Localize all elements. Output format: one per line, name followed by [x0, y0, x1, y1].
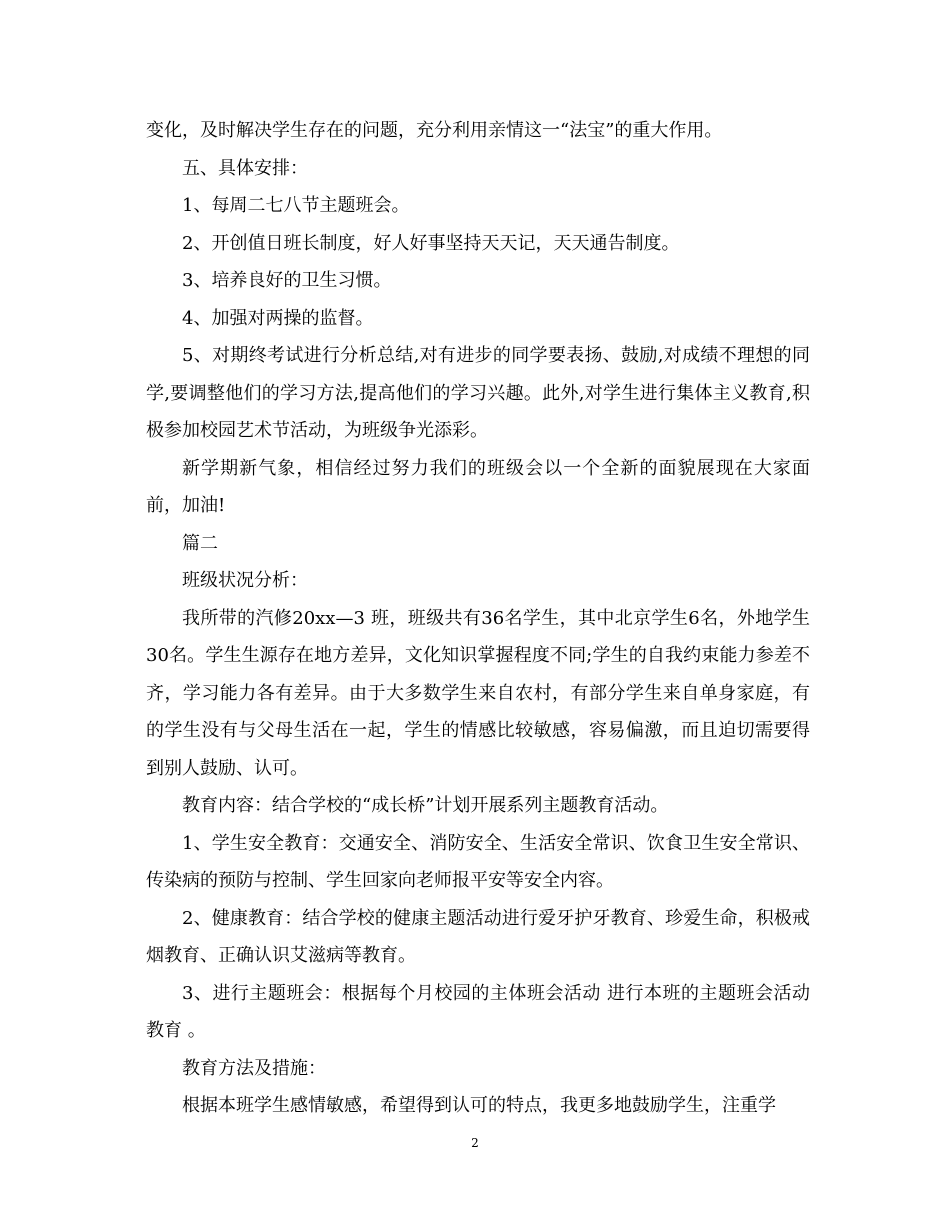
section-heading: 篇二: [182, 532, 218, 554]
page-number: 2: [471, 1136, 479, 1150]
list-item: 1、每周二七八节主题班会。: [182, 195, 410, 216]
section-heading: 班级状况分析：: [182, 570, 308, 591]
list-item: 4、加强对两操的监督。: [182, 307, 374, 329]
list-item: 2、健康教育：结合学校的健康主题活动进行爱牙护牙教育、珍爱生命，积极戒烟教育、正确认识艾滋病等教育。: [146, 907, 810, 966]
list-item: 1、学生安全教育：交通安全、消防安全、生活安全常识、饮食卫生安全常识、传染病的预防与控制、学生回家向老师报平安等安全内容。: [146, 832, 810, 891]
paragraph: 教育内容：结合学校的“成长桥”计划开展系列主题教育活动。: [182, 795, 669, 816]
section-heading: 教育方法及措施：: [182, 1057, 326, 1079]
list-item: 5、对期终考试进行分析总结,对有进步的同学要表扬、鼓励,对成绩不理想的同学,要调整他们的学习方法,提高他们的学习兴趣。此外,对学生进行集体主义教育,积极参加校园艺术节活动，为班级争光添彩。: [146, 345, 810, 441]
paragraph: 变化，及时解决学生存在的问题，充分利用亲情这一“法宝”的重大作用。: [146, 120, 723, 141]
paragraph: 我所带的汽修20xx—3 班，班级共有36名学生，其中北京学生6名，外地学生30名。学生生源存在地方差异，文化知识掌握程度不同;学生的自我约束能力参差不齐，学习能力各有差异。由于大多数学生来自农村，有部分学生来自单身家庭，有的学生没有与父母生活在一起，学生的情感比较敏感，容易偏激，而且迫切需要得到别人鼓励、认可。: [146, 607, 810, 779]
paragraph: 新学期新气象，相信经过努力我们的班级会以一个全新的面貌展现在大家面前，加油!: [146, 457, 810, 516]
section-heading: 五、具体安排：: [182, 157, 308, 179]
paragraph: 根据本班学生感情敏感，希望得到认可的特点，我更多地鼓励学生，注重学: [182, 1095, 776, 1116]
list-item: 3、进行主题班会：根据每个月校园的主体班会活动 进行本班的主题班会活动教育 。: [146, 982, 810, 1041]
document-body: [146, 112, 810, 1125]
list-item: 2、开创值日班长制度，好人好事坚持天天记，天天通告制度。: [182, 232, 680, 254]
list-item: 3、培养良好的卫生习惯。: [182, 270, 392, 291]
